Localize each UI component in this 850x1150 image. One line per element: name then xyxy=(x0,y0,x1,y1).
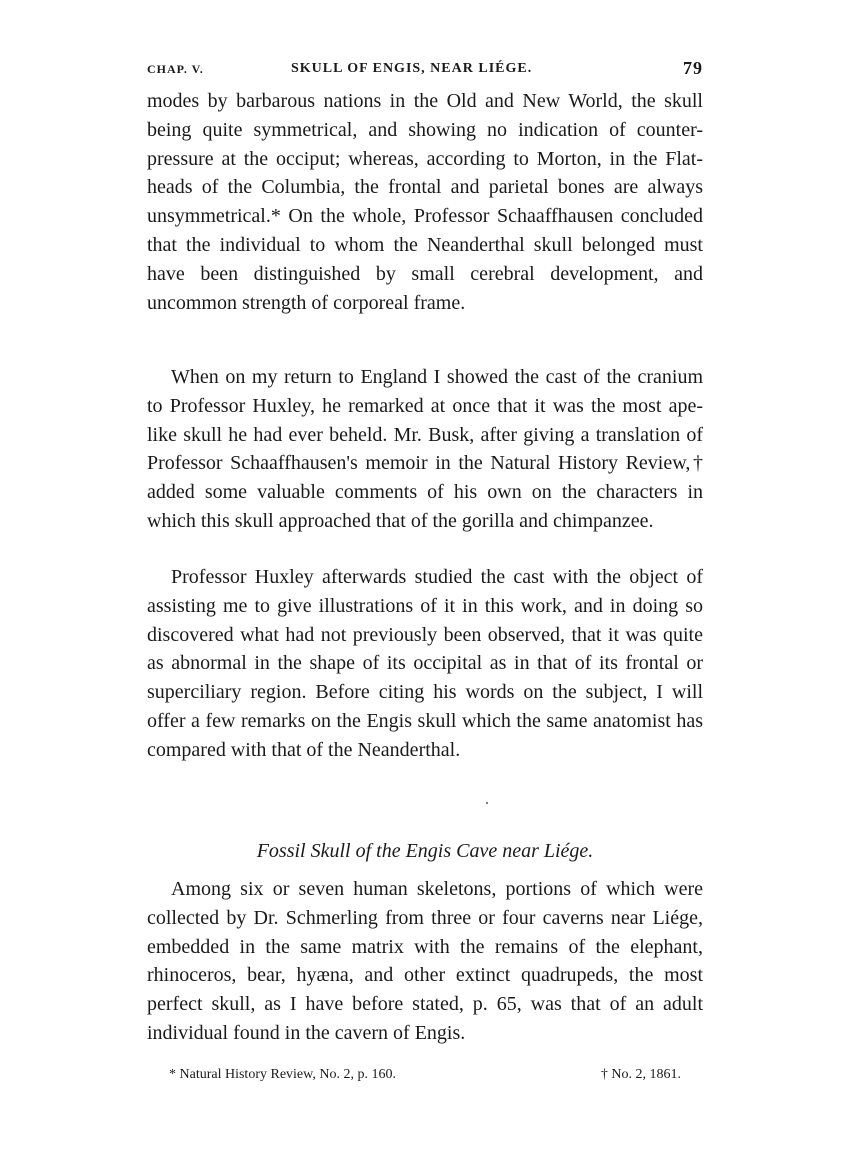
paragraph: Among six or seven human skeletons, portions of which were collected by Dr. Schmerling from three or four caverns near Liége, embedded in the same matrix with the remains of the elephant, rhinoceros, bear, hyæna, and other extinct quadrupeds, the most perfect skull, as I have before stated, p. 65, was that of an adult individual found in the cavern of Engis. xyxy=(147,878,703,1044)
footnote-1: * Natural History Review, No. 2, p. 160. xyxy=(169,1067,396,1082)
page-number: 79 xyxy=(683,58,703,78)
print-speck xyxy=(486,802,488,804)
chapter-label: CHAP. V. xyxy=(147,62,204,76)
footnote-2: † No. 2, 1861. xyxy=(600,1067,681,1082)
paragraph-huxley-cast xyxy=(147,563,703,765)
page-header-title: SKULL OF ENGIS, NEAR LIÉGE. xyxy=(291,61,533,76)
paragraph-continuation xyxy=(147,87,703,317)
paragraph-huxley-busk xyxy=(147,363,703,536)
paragraph: When on my return to England I showed the cast of the cranium to Professor Huxley, he remarked at once that it was the most ape-like skull he had ever beheld. Mr. Busk, after giving a translation of Professor Schaaffhausen's memoir in the Natural History Review,† added some valuable comments of his own on the characters in which this skull approached that of the gorilla and chimpanzee. xyxy=(147,366,703,532)
section-heading: Fossil Skull of the Engis Cave near Liége. xyxy=(256,840,594,862)
running-head xyxy=(147,58,703,82)
paragraph-engis xyxy=(147,875,703,1048)
paragraph: Professor Huxley afterwards studied the cast with the object of assisting me to give illustrations of it in this work, and in doing so discovered what had not previously been observed, that it was quite as abnormal in the shape of its occipital as in that of its frontal or superciliary region. Before citing his words on the subject, I will offer a few remarks on the Engis skull which the same anatomist has compared with that of the Neanderthal. xyxy=(147,566,703,761)
paragraph: modes by barbarous nations in the Old and New World, the skull being quite symmetrical, and showing no indication of counter-pressure at the occiput; whereas, according to Morton, in the Flat-heads of the Columbia, the frontal and parietal bones are always unsymmetrical.* On the whole, Professor Schaaffhausen concluded that the individual to whom the Neanderthal skull belonged must have been distinguished by small cerebral development, and uncommon strength of corporeal frame. xyxy=(147,90,703,314)
footnotes xyxy=(147,1067,703,1089)
